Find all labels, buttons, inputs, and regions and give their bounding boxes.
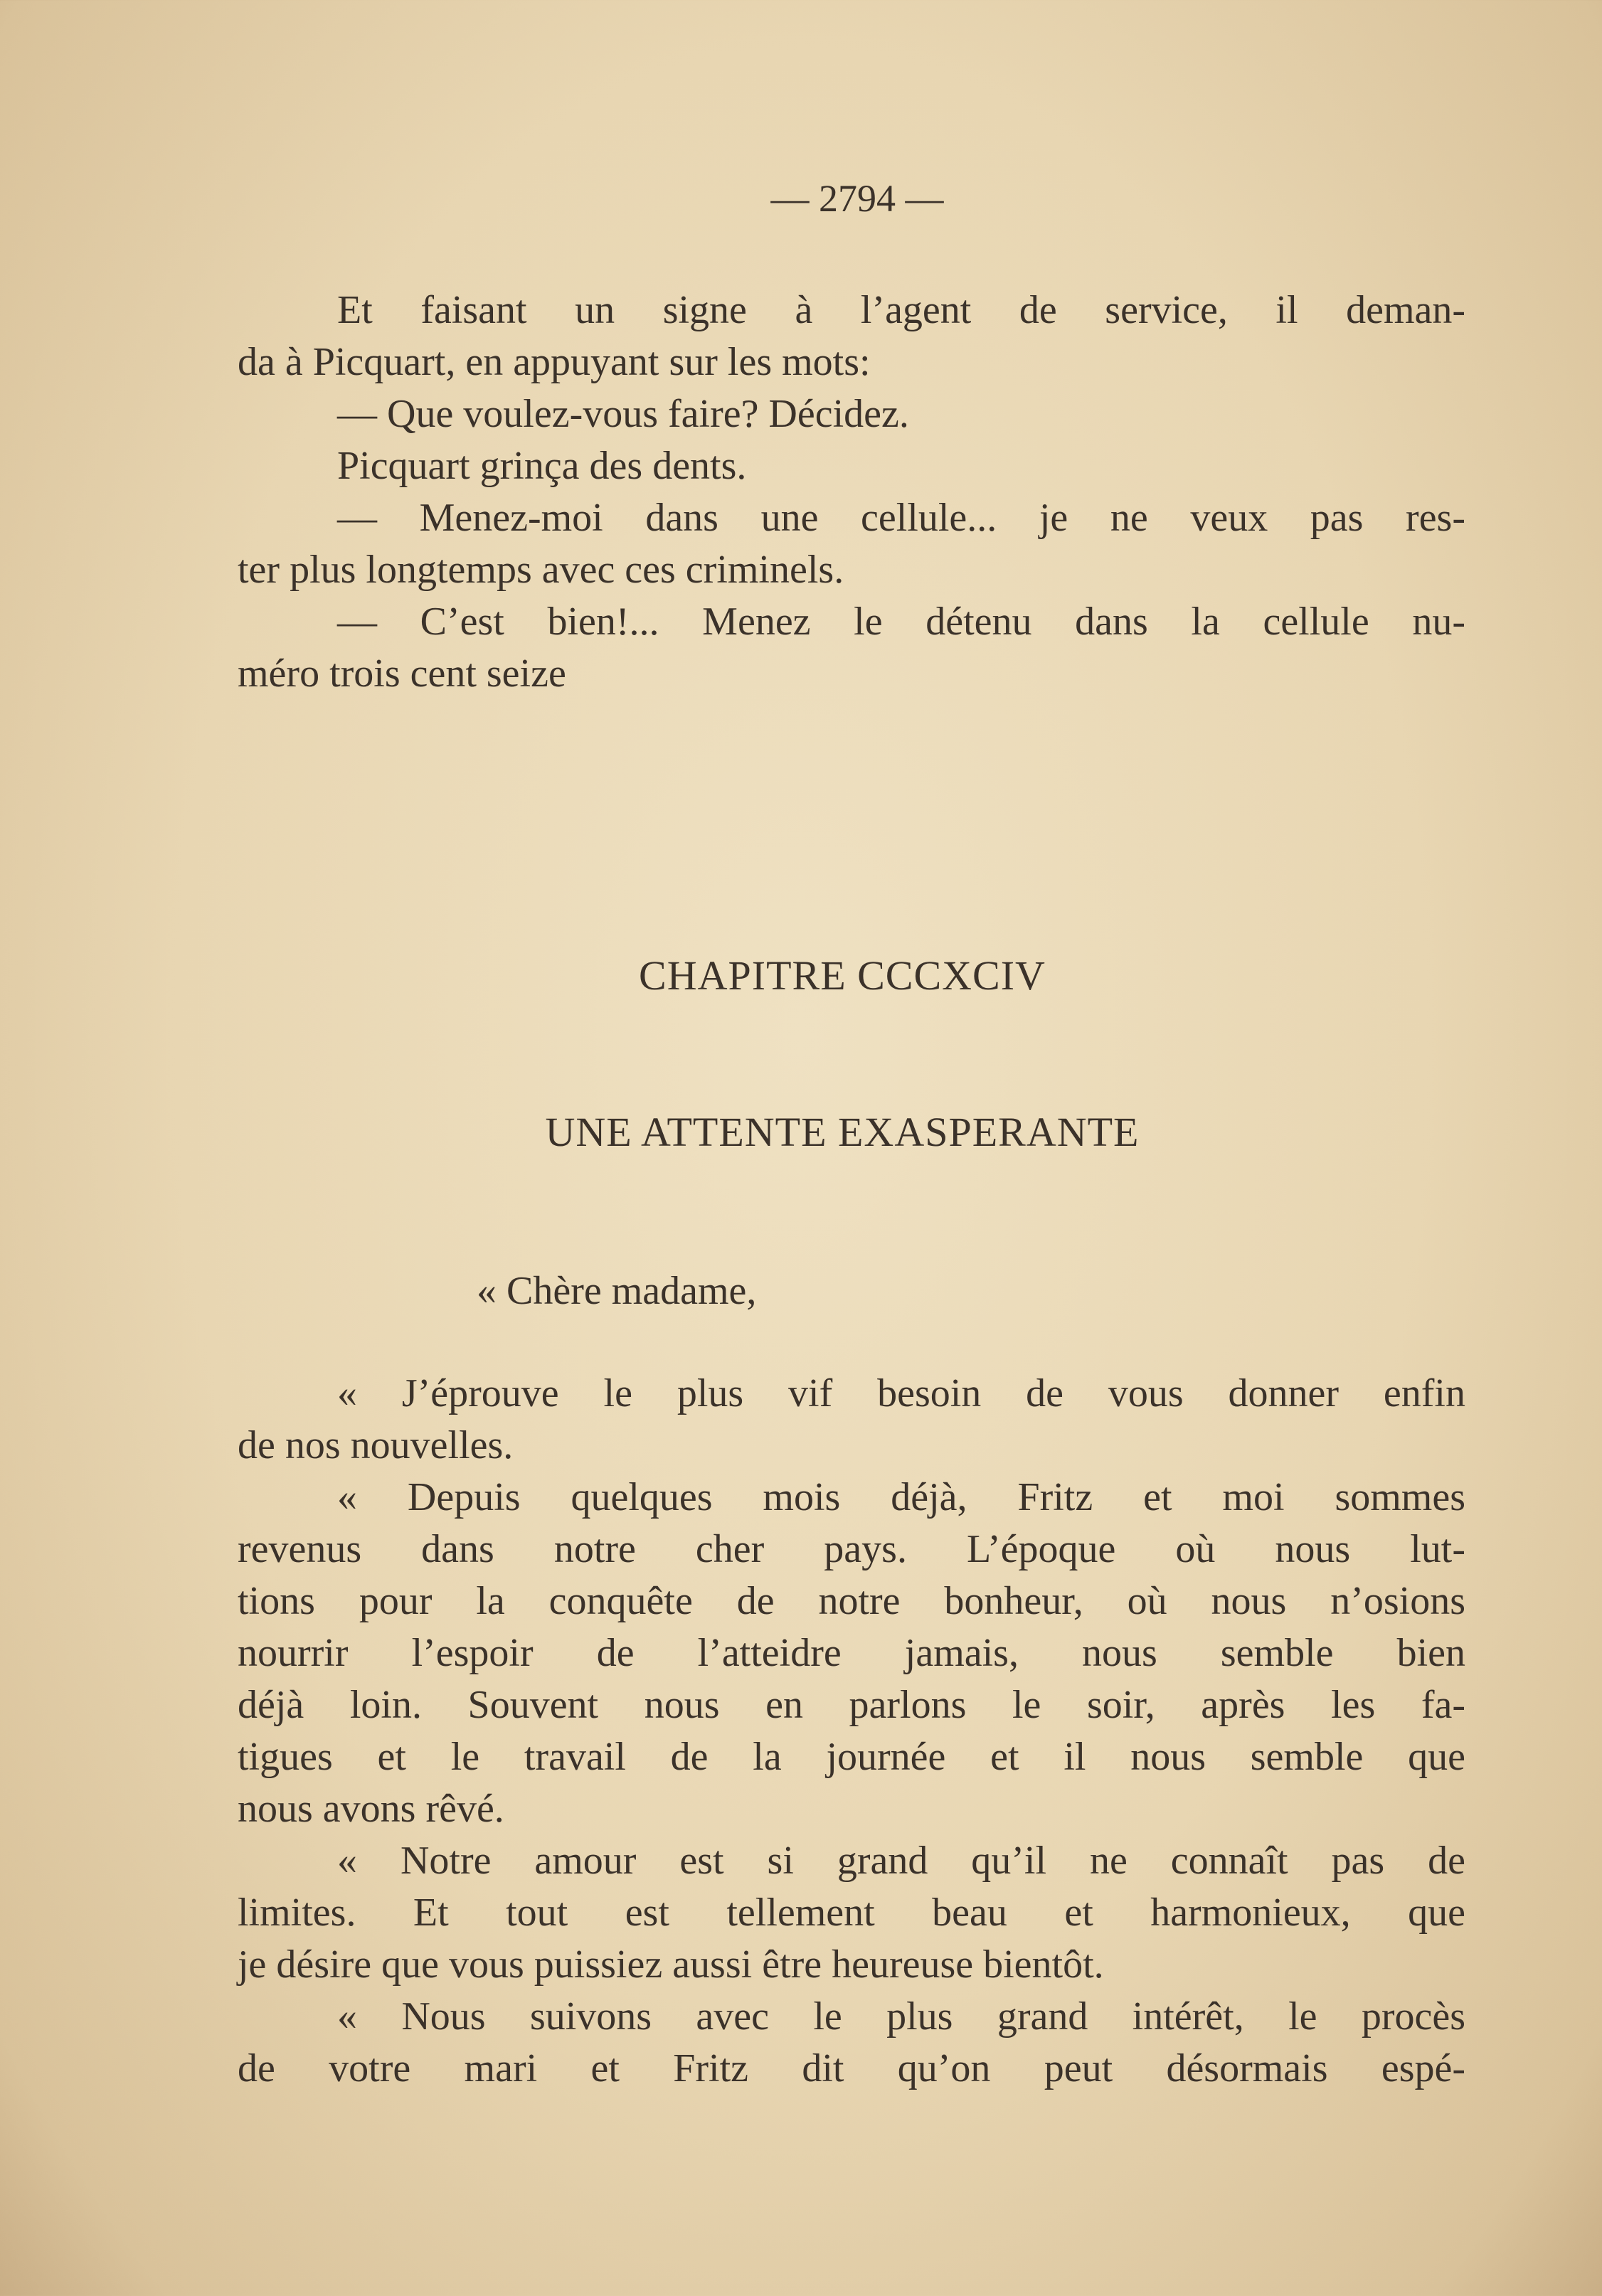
text-line: nous avons rêvé.: [238, 1787, 504, 1831]
narrative-text: [238, 285, 1465, 700]
letter-body: [238, 1368, 1465, 2095]
text-line: tigues et le travail de la journée et il nous semble que: [238, 1735, 1465, 1779]
text-line: Et faisant un signe à l’agent de service, il deman-: [337, 288, 1465, 332]
text-line: déjà loin. Souvent nous en parlons le soir, après les fa-: [238, 1683, 1465, 1727]
text-line: je désire que vous puissiez aussi être heureuse bientôt.: [238, 1942, 1104, 1987]
text-line: da à Picquart, en appuyant sur les mots:: [238, 340, 871, 384]
text-line: nourrir l’espoir de l’atteidre jamais, nous semble bien: [238, 1631, 1465, 1675]
letter-salutation-block: [238, 1265, 1465, 1317]
text-line: de nos nouvelles.: [238, 1423, 514, 1467]
text-line: méro trois cent seize: [238, 652, 566, 696]
text-line: — Menez-moi dans une cellule... je ne veux pas res-: [337, 496, 1465, 540]
text-line: limites. Et tout est tellement beau et harmonieux, que: [238, 1891, 1465, 1935]
text-line: — C’est bien!... Menez le détenu dans la cellule nu-: [337, 600, 1465, 644]
text-line: ter plus longtemps avec ces criminels.: [238, 548, 844, 592]
page-number: — 2794 —: [770, 177, 944, 220]
text-line: Picquart grinça des dents.: [337, 444, 747, 488]
text-line: — Que voulez-vous faire? Décidez.: [337, 392, 909, 436]
chapter-title: UNE ATTENTE EXASPERANTE: [545, 1109, 1140, 1155]
chapter-number: CHAPITRE CCCXCIV: [639, 952, 1046, 999]
text-line: « Depuis quelques mois déjà, Fritz et moi sommes: [337, 1475, 1465, 1519]
text-line: « Notre amour est si grand qu’il ne connaît pas de: [337, 1839, 1465, 1883]
text-line: « J’éprouve le plus vif besoin de vous donner enfin: [337, 1371, 1465, 1415]
text-line: tions pour la conquête de notre bonheur, où nous n’osions: [238, 1579, 1465, 1623]
letter-salutation: « Chère madame,: [477, 1269, 757, 1313]
text-line: de votre mari et Fritz dit qu’on peut désormais espé-: [238, 2046, 1465, 2090]
text-line: « Nous suivons avec le plus grand intérêt, le procès: [337, 1994, 1465, 2039]
text-line: revenus dans notre cher pays. L’époque où nous lut-: [238, 1527, 1465, 1571]
